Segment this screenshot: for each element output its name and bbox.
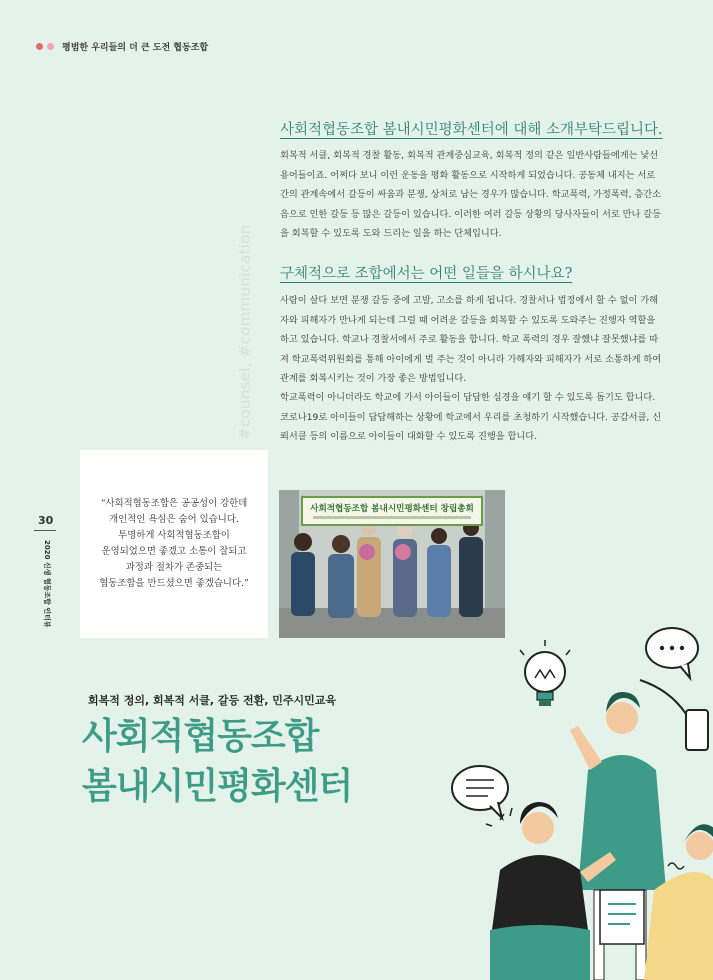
banner-text: 사회적협동조합 봄내시민평화센터 창립총회: [310, 504, 474, 514]
quote-text: [93, 496, 255, 592]
speech-bubble-dots-icon: [646, 628, 698, 678]
quote-line: 개인적인 욕심은 숨어 있습니다.: [109, 514, 239, 525]
side-vertical-label: 2020 신생 협동조합 인터뷰: [43, 540, 51, 628]
feature-title-line2: 봄내시민평화센터: [82, 766, 353, 807]
quote-line: 협동조합을 만드셨으면 좋겠습니다.”: [99, 578, 249, 589]
group-photo: [279, 490, 505, 638]
feature-title-line1: 사회적협동조합: [82, 716, 319, 757]
quote-line: “사회적협동조합은 공공성이 강한데: [100, 498, 248, 509]
clipboard-icon: [600, 890, 644, 944]
section1-title: 사회적협동조합 봄내시민평화센터에 대해 소개부탁드립니다.: [280, 122, 663, 138]
lightbulb-icon: [520, 640, 570, 706]
quote-line: 운영되었으면 좋겠고 소통이 잘되고: [101, 546, 247, 557]
section2-title: 구체적으로 조합에서는 어떤 일들을 하시나요?: [280, 266, 573, 282]
pink-dot-icon: [47, 43, 54, 50]
quote-line: 투명하게 사회적협동조합이: [118, 530, 230, 541]
illustration: [440, 620, 713, 980]
banner-subline: [313, 516, 471, 519]
feature-tags: 회복적 정의, 회복적 서클, 갈등 전환, 민주시민교육: [88, 694, 337, 707]
page-number: 30: [38, 514, 54, 527]
page-header: [36, 40, 208, 53]
phone-icon: [640, 680, 708, 750]
section1-body: 회복적 서클, 회복적 경찰 활동, 회복적 관계중심교육, 회복적 정의 같은 일반사람들에게는 낯선 용어들이죠. 어쩌다 보니 이런 운동을 평화 활동으로 시작하게 되었습니다. 공동체 내지는 서로 간의 관계속에서 갈등이 싸움과 분쟁, 상처로 남는 경우가 많습니다. 학교폭력, 가정폭력, 층간소음으로 인한 갈등 등 많은 갈등이 있습니다. 이러한 여러 갈등 상황의 당사자들이 서로 만나 갈등을 회복할 수 있도록 도와 드리는 일을 하는 단체입니다.: [280, 150, 662, 240]
photo-banner: [301, 496, 483, 526]
series-title: 평범한 우리들의 더 큰 도전 협동조합: [62, 43, 209, 53]
section2-body2: 학교폭력이 아니더라도 학교에 가서 아이들이 답답한 심경을 얘기 할 수 있도록 돕기도 합니다. 코로나19로 아이들이 답답해하는 상황에 학교에서 우리를 초청하기 시작했습니다. 공감서클, 신뢰서클 등의 이름으로 아이들이 대화할 수 있도록 진행을 합니다.: [280, 392, 662, 443]
hashtags-vertical: #counsel, #communication: [236, 224, 254, 440]
red-dot-icon: [36, 43, 43, 50]
feature-title: [82, 712, 352, 812]
quote-line: 과정과 절차가 존중되는: [125, 562, 223, 573]
speech-bubble-lines-icon: [452, 766, 508, 818]
quote-box: [80, 450, 268, 638]
page-number-rule: [34, 530, 56, 531]
section2-body1: 사람이 살다 보면 분쟁 갈등 중에 고발, 고소를 하게 됩니다. 경찰서나 법정에서 할 수 없이 가해자와 피해자가 만나게 되는데 그럴 때 어려운 갈등을 회복할 수 있도록 도와주는 진행자 역할을 하고 있습니다. 학교나 경찰서에서 주로 활동을 합니다. 학교 폭력의 경우 잘했냐 잘못했냐를 따져 학교폭력위원회를 통해 아이에게 벌 주는 것이 아니라 가해자와 피해자가 서로 소통하게 하여 관계를 회복시키는 것이 가장 좋은 방법입니다.: [280, 295, 662, 385]
